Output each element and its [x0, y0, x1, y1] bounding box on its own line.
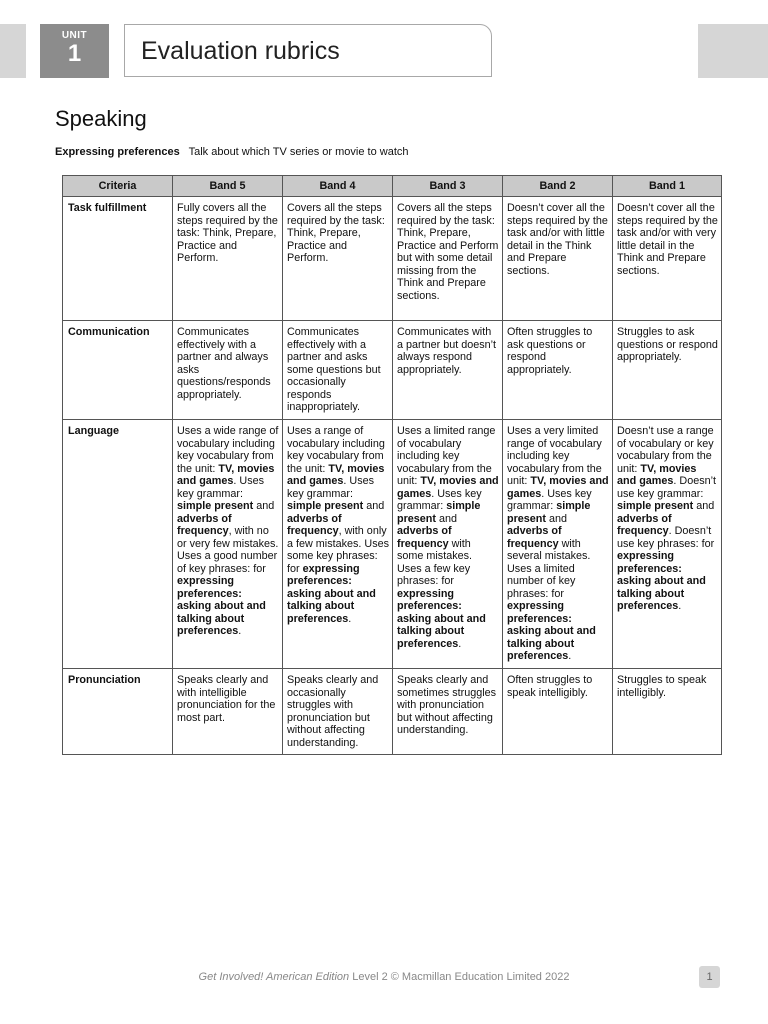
descriptor-text: . Uses key grammar: [397, 487, 482, 512]
criteria-cell: Task fulfillment [63, 197, 173, 321]
descriptor-text: Doesn’t use a range of vocabulary or key vocabulary from the unit: [617, 425, 714, 475]
key-term: expressing preferences: asking about and talking about preferences [397, 587, 486, 650]
key-term: adverbs of frequency [287, 512, 342, 537]
band-3-cell [393, 321, 503, 420]
task-line [55, 146, 409, 158]
band-5-cell [173, 669, 283, 755]
descriptor-text: Uses a limited range of vocabulary including key vocabulary from the unit: [397, 425, 496, 487]
band-1-cell [613, 321, 722, 420]
descriptor-text: Struggles to speak intelligibly. [617, 674, 707, 699]
page-number: 1 [699, 966, 720, 988]
descriptor-text: . Doesn’t use key grammar: [617, 475, 717, 500]
key-term: TV, movies and games [397, 475, 499, 500]
table-row [63, 197, 722, 321]
title-box [124, 24, 492, 77]
header-band-3: Band 3 [393, 176, 503, 197]
band-2-cell [503, 669, 613, 755]
footer-book-title: Get Involved! American Edition [198, 971, 350, 983]
descriptor-text: . [678, 600, 682, 612]
key-term: simple present [507, 500, 591, 525]
descriptor-text: , with only a few mistakes. Uses some key phrases: for [287, 525, 390, 575]
descriptor-text: Doesn’t cover all the steps required by the task and/or with little detail in the Think and Prepare sections. [507, 202, 608, 277]
rubric-table [62, 175, 722, 755]
descriptor-text: Often struggles to speak intelligibly. [507, 674, 593, 699]
band-4-cell [283, 420, 393, 669]
band-3-cell [393, 420, 503, 669]
left-page-tab [0, 24, 26, 78]
key-term: expressing preferences: asking about and talking about preferences [177, 575, 266, 637]
descriptor-text: . [238, 625, 242, 637]
key-term: adverbs of frequency [507, 525, 562, 550]
descriptor-text: Often struggles to ask questions or respond appropriately. [507, 326, 593, 376]
band-1-cell [613, 420, 722, 669]
band-4-cell [283, 197, 393, 321]
descriptor-text: . Doesn’t use key phrases: for [617, 525, 715, 550]
criteria-cell: Language [63, 420, 173, 669]
unit-label: UNIT [61, 30, 88, 41]
descriptor-text: . Uses key grammar: [507, 487, 592, 512]
band-4-cell [283, 321, 393, 420]
band-1-cell [613, 197, 722, 321]
right-page-tab [698, 24, 768, 78]
key-term: simple present [287, 500, 364, 512]
descriptor-text: Fully covers all the steps required by the task: Think, Prepare, Practice and Perform. [177, 202, 278, 264]
task-text: Talk about which TV series or movie to watch [188, 146, 409, 158]
key-term: adverbs of frequency [397, 525, 452, 550]
band-5-cell [173, 420, 283, 669]
table-header-row [63, 176, 722, 197]
key-term: simple present [617, 500, 694, 512]
descriptor-text: . [458, 637, 462, 650]
header-band-4: Band 4 [283, 176, 393, 197]
key-term: TV, movies and games [507, 475, 609, 500]
unit-number: 1 [67, 40, 82, 67]
descriptor-text: Speaks clearly and occasionally struggles with pronunciation but without affecting understanding. [287, 674, 379, 749]
descriptor-text: Communicates effectively with a partner and asks some questions but occasionally responds inappropriately. [287, 326, 381, 413]
descriptor-text: . Uses key grammar: [287, 475, 375, 500]
descriptor-text: . Uses key grammar: [177, 475, 265, 500]
footer [0, 971, 768, 983]
key-term: expressing preferences: asking about and talking about preferences [287, 562, 376, 625]
header-band-1: Band 1 [613, 176, 722, 197]
descriptor-text: and [693, 500, 715, 512]
descriptor-text: and [546, 512, 568, 525]
table-row [63, 321, 722, 420]
key-term: TV, movies and games [287, 462, 385, 487]
descriptor-text: Struggles to ask questions or respond appropriately. [617, 326, 718, 363]
descriptor-text: Uses a very limited range of vocabulary including key vocabulary from the unit: [507, 425, 602, 487]
criteria-cell: Communication [63, 321, 173, 420]
descriptor-text: . [348, 612, 352, 625]
section-title: Speaking [55, 106, 147, 131]
task-label: Expressing preferences [55, 146, 180, 158]
criteria-cell: Pronunciation [63, 669, 173, 755]
key-term: expressing preferences: asking about and talking about preferences [507, 600, 596, 662]
header-band-5: Band 5 [173, 176, 283, 197]
descriptor-text: Uses a wide range of vocabulary including key vocabulary from the unit: [177, 425, 279, 475]
band-2-cell [503, 197, 613, 321]
descriptor-text: . [568, 650, 572, 662]
band-5-cell [173, 197, 283, 321]
key-term: expressing preferences: asking about and talking about preferences [617, 550, 706, 612]
key-term: TV, movies and games [617, 462, 697, 487]
descriptor-text: Doesn’t cover all the steps required by the task and/or with very little detail in the Think and Prepare sections. [617, 202, 718, 277]
table-body [63, 197, 722, 755]
header-band-2: Band 2 [503, 176, 613, 197]
key-term: simple present [177, 500, 254, 512]
descriptor-text: Communicates with a partner but doesn’t always respond appropriately. [397, 326, 497, 376]
descriptor-text: and [363, 500, 385, 512]
descriptor-text: Covers all the steps required by the task: Think, Prepare, Practice and Perform but with some detail missing from the Think and Prepare sections. [397, 202, 499, 302]
key-term: simple present [397, 500, 481, 525]
band-1-cell [613, 669, 722, 755]
header-criteria: Criteria [63, 176, 173, 197]
key-term: adverbs of frequency [617, 512, 672, 537]
descriptor-text: and [253, 500, 275, 512]
table-row [63, 420, 722, 669]
descriptor-text: , with no or very few mistakes. Uses a good number of key phrases: for [177, 525, 279, 575]
band-3-cell [393, 669, 503, 755]
band-2-cell [503, 420, 613, 669]
band-4-cell [283, 669, 393, 755]
band-3-cell [393, 197, 503, 321]
descriptor-text: Communicates effectively with a partner and always asks questions/responds appropriately. [177, 326, 271, 401]
key-term: adverbs of frequency [177, 512, 232, 537]
descriptor-text: Speaks clearly and with intelligible pronunciation for the most part. [177, 674, 276, 724]
band-2-cell [503, 321, 613, 420]
descriptor-text: Covers all the steps required by the task: Think, Prepare, Practice and Perform. [287, 202, 385, 264]
descriptor-text: Speaks clearly and sometimes struggles with pronunciation but without affecting understanding. [397, 674, 497, 736]
band-5-cell [173, 321, 283, 420]
descriptor-text: with some mistakes. Uses a few key phrases: for [397, 537, 472, 587]
unit-badge [40, 24, 109, 78]
table-row [63, 669, 722, 755]
footer-copyright: Level 2 © Macmillan Education Limited 2022 [349, 971, 570, 983]
descriptor-text: Uses a range of vocabulary including key vocabulary from the unit: [287, 425, 385, 475]
descriptor-text: with several mistakes. Uses a limited number of key phrases: for [507, 537, 591, 600]
page-title: Evaluation rubrics [141, 37, 340, 65]
descriptor-text: and [436, 512, 458, 525]
key-term: TV, movies and games [177, 462, 275, 487]
